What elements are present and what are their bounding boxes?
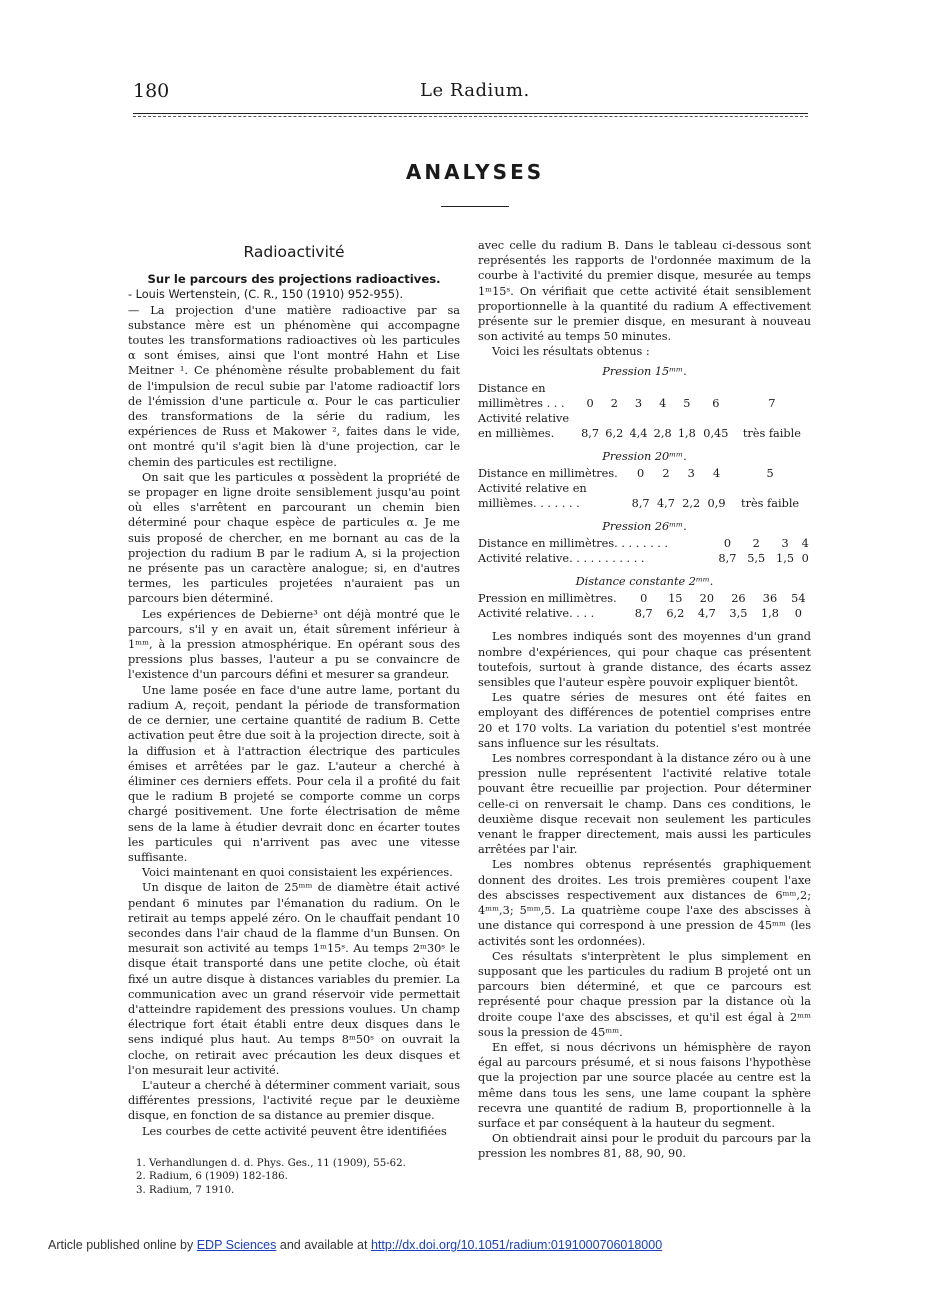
table-row [478, 551, 811, 566]
footnote: 2. Radium, 6 (1909) 182-186. [136, 1171, 288, 1183]
paragraph: Les courbes de cette activité peuvent être identifiées [142, 1124, 447, 1138]
table-cell: 2 [662, 467, 670, 481]
results-table [478, 574, 811, 621]
table-caption: Distance constante 2ᵐᵐ. [575, 575, 714, 589]
row-label: Activité relative. . . . . . . . . . . [478, 552, 645, 566]
table-row [478, 381, 811, 411]
article-heading [128, 272, 460, 302]
data-table [478, 591, 811, 621]
title-rule [441, 206, 509, 207]
paragraph: On obtiendrait ainsi pour le produit du parcours par la pression les nombres 81, 88, 90, 90. [478, 1132, 811, 1161]
header-rule [133, 113, 808, 114]
page-number: 180 [133, 80, 170, 102]
table-cell: 5 [683, 396, 691, 410]
table-row [478, 481, 811, 511]
paragraph: En effet, si nous décrivons un hémisphère de rayon égal au parcours présumé, et si nous faisons l'hypothèse que la projection par une source placée au centre est la même dans tous les sens, une lame coupant la sphère recevra une quantité de radium B, proportionnelle à la surface et par conséquent à la hauteur du segment. [478, 1040, 811, 1130]
table-cell: 0 [801, 552, 809, 566]
table-cell: 2 [752, 537, 760, 551]
paragraph: Les nombres correspondant à la distance zéro ou à une pression nulle représentent l'activité relative totale pouvant être recueillie par projection. Pour déterminer celle-ci on renversait le champ. Dans ces conditions, le deuxième disque recevait non seulement les particules venant le frapper directement, mais aussi les particules arrêtées par l'air. [478, 752, 811, 857]
row-label: Pression en millimètres. [478, 592, 617, 606]
paragraph: L'auteur a cherché à déterminer comment variait, sous différentes pressions, l'activité reçue par le deuxième disque, en fonction de sa distance au premier disque. [128, 1078, 460, 1123]
footnote: 1. Verhandlungen d. d. Phys. Ges., 11 (1909), 55-62. [136, 1157, 406, 1169]
row-label: Activité relative en millièmes. [478, 411, 570, 440]
table-cell: 2 [610, 396, 618, 410]
table-cell: 7 [768, 396, 776, 410]
footer-middle: and available at [279, 1238, 368, 1252]
table-cell: 0 [637, 467, 645, 481]
doi-link[interactable]: http://dx.doi.org/10.1051/radium:0191000706018000 [370, 1238, 663, 1252]
table-cell: 4,7 [697, 607, 716, 621]
table-cell: 0,9 [707, 497, 726, 511]
table-cell: 3 [687, 467, 695, 481]
paragraph: Une lame posée en face d'une autre lame, portant du radium A, reçoit, pendant la période de transformation de ce dernier, une certaine quantité de radium B. Cette activation peut être due soit à la projection directe, soit à la diffusion et à l'attraction électrique des particules émises et arrêtées par le gaz. L'auteur a cherché à éliminer ces derniers effets. Pour cela il a profité du fait que le radium B projeté se comporte comme un corps chargé positivement. Une forte électrisation de même sens de la lame à étudier devrait donc en écarter toutes les particules qui n'arrivent pas avec une vitesse suffisante. [128, 683, 460, 864]
table-cell: 6 [712, 396, 720, 410]
data-table [478, 536, 811, 566]
table-cell: 5,5 [747, 552, 766, 566]
data-table [478, 466, 811, 511]
table-caption: Pression 20ᵐᵐ. [602, 449, 687, 463]
table-cell: 15 [668, 592, 683, 606]
row-label: Distance en millimètres. . . . . . . . [478, 537, 669, 551]
table-cell: 3,5 [729, 607, 748, 621]
table-cell: 2,2 [682, 497, 701, 511]
table-row [478, 466, 811, 481]
row-label: Activité relative. . . . [478, 607, 595, 621]
results-table [478, 449, 811, 511]
row-label: Distance en millimètres. [478, 467, 618, 481]
table-cell: 4 [712, 467, 721, 481]
table-row [478, 536, 811, 551]
table-cell: 0 [586, 396, 594, 410]
section-title: ANALYSES [405, 160, 545, 184]
paragraph: Les expériences de Debierne³ ont déjà montré que le parcours, s'il y en avait un, était sûrement inférieur à 1ᵐᵐ, à la pression atmosphérique. En opérant sous des pressions plus basses, l'auteur a pu se convaincre de l'existence d'un parcours défini et mesurer sa grandeur. [128, 607, 460, 682]
table-cell: 1,8 [677, 426, 696, 440]
table-cell: 26 [731, 592, 746, 606]
paragraph: avec celle du radium B. Dans le tableau ci-dessous sont représentés les rapports de l'ordonnée maximum de la courbe à l'activité du premier disque, mesurée au temps 1ᵐ15ˢ. On vérifiait que cette activité était sensiblement proportionnelle à la quantité du radium A effectivement présente sur le premier disque, en mesurant à nouveau son activité au temps 50 minutes. [478, 239, 811, 344]
table-caption: Pression 15ᵐᵐ. [602, 364, 687, 378]
table-cell: 4 [801, 537, 809, 551]
footnote: 3. Radium, 7 1910. [136, 1184, 235, 1196]
paragraph: On sait que les particules α possèdent la propriété de se propager en ligne droite sensiblement jusqu'au point où elles s'arrêtent en parcourant un chemin bien déterminé pour chaque espèce de particules α. Je me suis proposé de chercher, en me bornant au cas de la projection du radium B par le radium A, si la projection ne présente pas un caractère analogue; si, en d'autres termes, les particules projetées n'auraient pas un parcours bien déterminé. [128, 470, 460, 606]
publication-footer [48, 1238, 662, 1252]
table-cell: 3 [634, 396, 643, 410]
author-line: - Louis Wertenstein, (C. R., 150 (1910) 952-955). [128, 288, 404, 302]
table-cell: 6,2 [666, 607, 685, 621]
paragraph: Voici les résultats obtenus : [492, 345, 650, 359]
table-cell: 8,7 [631, 497, 650, 511]
table-cell: 0 [723, 537, 731, 551]
table-cell: 1,5 [776, 552, 795, 566]
left-column [128, 245, 460, 1197]
table-cell: 8,7 [581, 426, 600, 440]
paragraph: Les quatre séries de mesures ont été faites en employant des différences de potentiel comprises entre 20 et 170 volts. La variation du potentiel s'est montrée sans influence sur les résultats. [478, 691, 811, 750]
paragraph: Les nombres indiqués sont des moyennes d'un grand nombre d'expériences, qui pour chaque cas présentent toutefois, surtout à grande distance, des écarts assez sensibles que l'auteur espère pouvoir expliquer bientôt. [478, 630, 811, 690]
header-rule-dashed [133, 116, 808, 117]
table-row [478, 591, 811, 606]
footer-prefix: Article published online by [48, 1238, 194, 1252]
table-cell: 4,4 [629, 426, 648, 440]
table-cell: 4 [659, 396, 667, 410]
table-cell: 0,45 [703, 426, 729, 440]
right-column [478, 238, 811, 1162]
results-table [478, 519, 811, 566]
table-cell: 0 [640, 592, 648, 606]
paragraph: — La projection d'une matière radioactive par sa substance mère est un phénomène qui accompagne toutes les transformations radioactives où les particules α sont émises, ainsi que l'ont montré Hahn et Lise Meitner ¹. Ce phénomène résulte probablement du fait de l'impulsion de recul subie par l'atome radioactif lors de l'émission d'une particule α. Pour le cas particulier des transformations de la série du radium, les expériences de Russ et Makower ², faites dans le vide, ont montré qu'il s'agit bien là d'une projection, car le chemin des particules est rectiligne. [128, 303, 460, 469]
footnotes [128, 1157, 460, 1198]
table-cell: 0 [794, 607, 802, 621]
table-caption: Pression 26ᵐᵐ. [602, 520, 687, 534]
table-cell: 4,7 [656, 497, 675, 511]
paragraph: Un disque de laiton de 25ᵐᵐ de diamètre était activé pendant 6 minutes par l'émanation du radium. On le retirait au temps appelé zéro. On le chauffait pendant 10 secondes dans l'air chaud de la flamme d'un Bunsen. On mesurait son activité au temps 1ᵐ15ˢ. Au temps 2ᵐ30ˢ le disque était transporté dans une petite cloche, où était fixé un autre disque à distances variables du premier. La communication avec un grand réservoir vide permettait d'atteindre rapidement des pressions voulues. Un champ électrique fort était établi entre deux disques dans le sens indiqué plus haut. Au temps 8ᵐ50ˢ on ouvrait la cloche, on retirait avec précaution les deux disques et l'on mesurait leur activité. [128, 881, 460, 1077]
paragraph: Voici maintenant en quoi consistaient les expériences. [142, 866, 453, 880]
row-label: Activité relative en millièmes. . . . . . . [478, 482, 587, 511]
table-cell: 8,7 [634, 607, 653, 621]
subsection-heading: Radioactivité [243, 243, 345, 261]
table-row [478, 606, 811, 621]
table-cell: 5 [766, 467, 774, 481]
paragraph: Ces résultats s'interprètent le plus simplement en supposant que les particules du radium B projeté ont un parcours bien déterminé, et que ce parcours est représenté pour chaque pression par la distance où la droite coupe l'axe des abscisses, et qu'il est égal à 2ᵐᵐ sous la pression de 45ᵐᵐ. [478, 949, 811, 1039]
table-cell: 6,2 [605, 426, 624, 440]
table-cell: très faible [741, 497, 800, 511]
table-row [478, 411, 811, 441]
row-label: Distance en millimètres . . . [478, 381, 565, 410]
results-table [478, 364, 811, 441]
table-cell: 20 [699, 592, 715, 606]
table-cell: 2,8 [653, 426, 672, 440]
table-cell: 8,7 [718, 552, 737, 566]
running-title: Le Radium. [420, 80, 530, 101]
publisher-link[interactable]: EDP Sciences [196, 1238, 277, 1252]
paragraph: Les nombres obtenus représentés graphiquement donnent des droites. Les trois premières coupent l'axe des abscisses respectivement aux distances de 6ᵐᵐ,2; 4ᵐᵐ,3; 5ᵐᵐ,5. La quatrième coupe l'axe des abscisses à une distance qui correspond à une pression de 45ᵐᵐ (les activités sont les ordonnées). [478, 858, 811, 948]
table-cell: 3 [781, 537, 789, 551]
data-table [478, 381, 811, 441]
table-cell: 36 [762, 592, 778, 606]
article-title: Sur le parcours des projections radioactives. [147, 272, 441, 287]
table-cell: 54 [791, 592, 806, 606]
table-cell: très faible [742, 426, 801, 440]
table-cell: 1,8 [760, 607, 779, 621]
